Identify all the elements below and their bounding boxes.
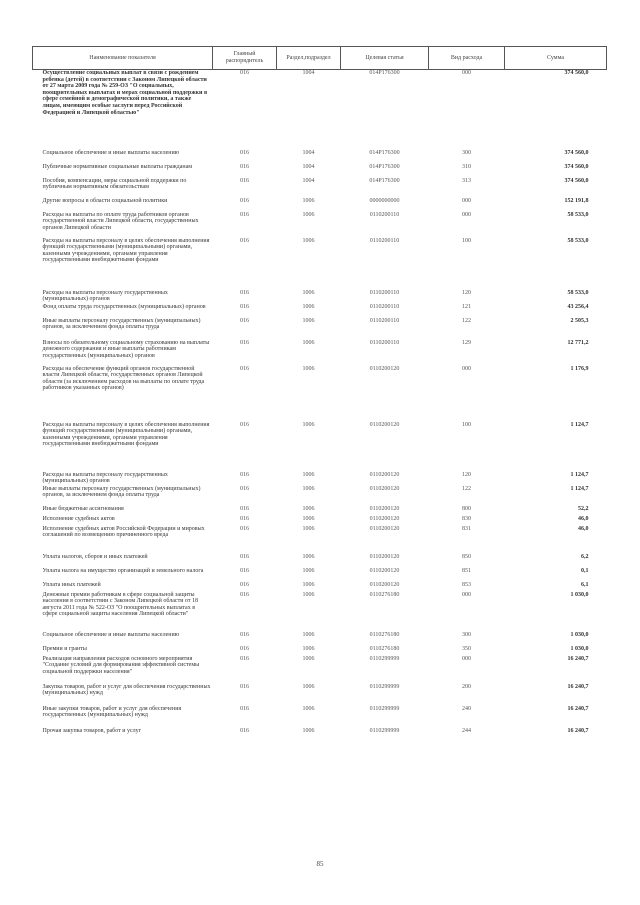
row-section-cell: 1006 — [302, 303, 315, 310]
table-row — [33, 516, 607, 526]
row-expense-cell: 000 — [462, 211, 471, 218]
row-manager-cell: 016 — [240, 567, 249, 574]
row-name-cell: Иные бюджетные ассигнования — [42, 505, 124, 512]
row-name-cell: Расходы на обеспечение функций органов государственной власти Липецкой области, государственных органов Липецкой области (за исключением расходов на выплаты по оплате труда работников указанных органов) — [42, 365, 205, 392]
row-name-cell: Иные выплаты персоналу государственных (муниципальных) органов, за исключением фонда оплаты труда — [42, 317, 201, 331]
row-manager-cell: 016 — [240, 149, 249, 156]
row-article-cell: 0110200120 — [369, 365, 400, 372]
row-section-cell: 1006 — [302, 197, 315, 204]
row-expense-cell: 300 — [462, 631, 471, 638]
budget-table — [32, 46, 607, 742]
row-manager-cell: 016 — [240, 515, 249, 522]
row-manager-cell: 016 — [240, 525, 249, 532]
row-manager-cell: 016 — [240, 683, 249, 690]
row-sum-cell: 1 124,7 — [570, 485, 589, 492]
table-body — [33, 70, 607, 742]
row-article-cell: 0110200120 — [369, 553, 400, 560]
row-name-cell: Взносы по обязательному социальному страхованию на выплаты денежного содержания и иные выплаты работникам государственных (муниципальных) органов — [42, 339, 210, 359]
row-sum-cell: 16 240,7 — [567, 683, 589, 690]
row-name-cell: Расходы на выплаты персоналу государственных (муниципальных) органов — [42, 289, 168, 303]
table-row — [33, 656, 607, 684]
row-sum-cell: 16 240,7 — [567, 727, 589, 734]
row-article-cell: 0110299999 — [369, 683, 400, 690]
col-header-name: Наименование показателя — [33, 47, 213, 70]
row-sum-cell: 58 533,0 — [567, 237, 589, 244]
table-row — [33, 290, 607, 304]
row-manager-cell: 016 — [240, 339, 249, 346]
col-header-article: Целевая статья — [341, 47, 429, 70]
row-article-cell: 0110200120 — [369, 581, 400, 588]
row-expense-cell: 000 — [462, 365, 471, 372]
row-name-cell: Уплата иных платежей — [42, 581, 101, 588]
row-section-cell: 1004 — [302, 163, 315, 170]
row-name-cell: Пособия, компенсации, меры социальной поддержки по публичным нормативным обязательствам — [42, 177, 187, 191]
row-article-cell: 014Р176300 — [369, 70, 400, 76]
row-section-cell: 1006 — [302, 631, 315, 638]
row-section-cell: 1006 — [302, 655, 315, 662]
table-row — [33, 568, 607, 582]
row-name-cell: Уплата налогов, сборов и иных платежей — [42, 553, 148, 560]
row-section-cell: 1006 — [302, 339, 315, 346]
row-expense-cell: 000 — [462, 655, 471, 662]
row-expense-cell: 244 — [462, 727, 471, 734]
table-row — [33, 178, 607, 198]
row-article-cell: 0110200120 — [369, 505, 400, 512]
table-row — [33, 366, 607, 422]
row-article-cell: 0110276180 — [369, 591, 400, 598]
row-sum-cell: 1 124,7 — [570, 421, 589, 428]
table-row — [33, 684, 607, 706]
row-section-cell: 1006 — [302, 289, 315, 296]
row-expense-cell: 310 — [462, 163, 471, 170]
row-name-cell: Расходы на выплаты по оплате труда работников органов государственной власти Липецкой области, государственных органов Липецкой области — [42, 211, 199, 231]
row-expense-cell: 121 — [462, 303, 471, 310]
row-manager-cell: 016 — [240, 365, 249, 372]
table-row — [33, 340, 607, 366]
table-row — [33, 582, 607, 592]
row-article-cell: 0110299999 — [369, 727, 400, 734]
row-name-cell: Иные закупки товаров, работ и услуг для обеспечения государственных (муниципальных) нужд — [42, 705, 182, 719]
row-sum-cell: 2 505,3 — [570, 317, 589, 324]
row-manager-cell: 016 — [240, 505, 249, 512]
row-section-cell: 1006 — [302, 567, 315, 574]
row-sum-cell: 16 240,7 — [567, 655, 589, 662]
row-expense-cell: 122 — [462, 317, 471, 324]
table-row — [33, 506, 607, 516]
row-expense-cell: 120 — [462, 471, 471, 478]
row-manager-cell: 016 — [240, 197, 249, 204]
table-row — [33, 238, 607, 290]
row-article-cell: 0110299999 — [369, 705, 400, 712]
row-manager-cell: 016 — [240, 317, 249, 324]
row-section-cell: 1006 — [302, 705, 315, 712]
row-sum-cell: 1 124,7 — [570, 471, 589, 478]
row-section-cell: 1004 — [302, 149, 315, 156]
row-sum-cell: 374 560,0 — [564, 163, 589, 170]
row-expense-cell: 300 — [462, 149, 471, 156]
row-expense-cell: 240 — [462, 705, 471, 712]
row-section-cell: 1006 — [302, 211, 315, 218]
row-sum-cell: 1 030,0 — [570, 645, 589, 652]
row-article-cell: 0110200110 — [369, 211, 400, 218]
row-article-cell: 014Р176300 — [369, 149, 400, 156]
row-sum-cell: 6,2 — [581, 553, 589, 560]
table-row — [33, 304, 607, 318]
row-article-cell: 0110200110 — [369, 317, 400, 324]
row-section-cell: 1004 — [302, 177, 315, 184]
row-manager-cell: 016 — [240, 211, 249, 218]
row-expense-cell: 313 — [462, 177, 471, 184]
row-expense-cell: 851 — [462, 567, 471, 574]
row-sum-cell: 374 560,0 — [564, 70, 589, 76]
row-sum-cell: 16 240,7 — [567, 705, 589, 712]
table-row — [33, 198, 607, 212]
row-name-cell: Публичные нормативные социальные выплаты гражданам — [42, 163, 193, 170]
col-header-manager: Главный распорядитель — [213, 47, 277, 70]
row-name-cell: Осуществление социальных выплат в связи с рождением ребенка (детей) в соответствии с Законом Липецкой области от 27 марта 2009 года № 259-ОЗ "О социальных, поощрительных выплатах и мерах социальной поддержки в сфере семейной и демографической политики, а также лицам, имеющим особые заслуги перед Российской Федерацией и Липецкой областью" — [42, 70, 208, 116]
col-header-section: Раздел,подраздел — [277, 47, 341, 70]
row-manager-cell: 016 — [240, 631, 249, 638]
row-name-cell: Иные выплаты персоналу государственных (муниципальных) органов, за исключением фонда оплаты труда — [42, 485, 201, 499]
row-article-cell: 0110200110 — [369, 339, 400, 346]
row-article-cell: 0110200120 — [369, 525, 400, 532]
row-sum-cell: 6,1 — [581, 581, 589, 588]
row-article-cell: 0110200120 — [369, 421, 400, 428]
row-manager-cell: 016 — [240, 237, 249, 244]
row-manager-cell: 016 — [240, 553, 249, 560]
row-name-cell: Реализация направления расходов основного мероприятия "Создание условий для формирования эффективной системы социальной поддержки населения" — [42, 655, 200, 675]
row-section-cell: 1006 — [302, 525, 315, 532]
row-section-cell: 1006 — [302, 505, 315, 512]
row-section-cell: 1006 — [302, 727, 315, 734]
row-name-cell: Расходы на выплаты персоналу в целях обеспечения выполнения функций государственными (муниципальными) органами, казенными учреждениями, органами управления государственными внебюджетными фондами — [42, 237, 210, 264]
row-expense-cell: 100 — [462, 421, 471, 428]
row-article-cell: 0110299999 — [369, 655, 400, 662]
row-section-cell: 1006 — [302, 683, 315, 690]
row-expense-cell: 831 — [462, 525, 471, 532]
row-article-cell: 0110200120 — [369, 485, 400, 492]
table-header-row — [33, 47, 607, 70]
row-section-cell: 1006 — [302, 365, 315, 372]
row-sum-cell: 52,2 — [578, 505, 589, 512]
row-section-cell: 1004 — [302, 70, 315, 76]
row-sum-cell: 374 560,0 — [564, 177, 589, 184]
row-name-cell: Расходы на выплаты персоналу государственных (муниципальных) органов — [42, 471, 168, 485]
row-article-cell: 0110200120 — [369, 515, 400, 522]
row-manager-cell: 016 — [240, 591, 249, 598]
row-name-cell: Социальное обеспечение и иные выплаты населению — [42, 631, 180, 638]
row-name-cell: Исполнение судебных актов Российской Федерации и мировых соглашений по возмещению причиненного вреда — [42, 525, 205, 539]
row-name-cell: Закупка товаров, работ и услуг для обеспечения государственных (муниципальных) нужд — [42, 683, 211, 697]
row-expense-cell: 120 — [462, 289, 471, 296]
row-expense-cell: 100 — [462, 237, 471, 244]
row-section-cell: 1006 — [302, 645, 315, 652]
table-row — [33, 706, 607, 728]
row-section-cell: 1006 — [302, 317, 315, 324]
table-row — [33, 526, 607, 554]
row-article-cell: 0110200110 — [369, 237, 400, 244]
row-name-cell: Уплата налога на имущество организаций и земельного налога — [42, 567, 204, 574]
row-section-cell: 1006 — [302, 553, 315, 560]
row-article-cell: 0000000000 — [369, 197, 400, 204]
row-manager-cell: 016 — [240, 163, 249, 170]
budget-table-container — [32, 46, 606, 742]
row-manager-cell: 016 — [240, 655, 249, 662]
row-name-cell: Прочая закупка товаров, работ и услуг — [42, 727, 142, 734]
row-sum-cell: 374 560,0 — [564, 149, 589, 156]
row-article-cell: 0110200110 — [369, 303, 400, 310]
row-section-cell: 1006 — [302, 485, 315, 492]
table-row — [33, 554, 607, 568]
row-sum-cell: 12 771,2 — [567, 339, 589, 346]
row-sum-cell: 58 533,0 — [567, 289, 589, 296]
row-expense-cell: 853 — [462, 581, 471, 588]
row-name-cell: Другие вопросы в области социальной политики — [42, 197, 168, 204]
row-manager-cell: 016 — [240, 581, 249, 588]
table-row — [33, 422, 607, 472]
row-sum-cell: 1 030,0 — [570, 631, 589, 638]
table-row — [33, 632, 607, 646]
row-expense-cell: 850 — [462, 553, 471, 560]
row-article-cell: 0110200110 — [369, 289, 400, 296]
row-sum-cell: 58 533,0 — [567, 211, 589, 218]
row-sum-cell: 43 256,4 — [567, 303, 589, 310]
row-manager-cell: 016 — [240, 303, 249, 310]
row-name-cell: Социальное обеспечение и иные выплаты населению — [42, 149, 180, 156]
row-sum-cell: 0,1 — [581, 567, 589, 574]
col-header-sum: Сумма — [505, 47, 607, 70]
col-header-expense: Вид расхода — [429, 47, 505, 70]
row-article-cell: 0110276180 — [369, 631, 400, 638]
row-expense-cell: 200 — [462, 683, 471, 690]
row-name-cell: Фонд оплаты труда государственных (муниципальных) органов — [42, 303, 206, 310]
row-manager-cell: 016 — [240, 645, 249, 652]
row-section-cell: 1006 — [302, 581, 315, 588]
row-sum-cell: 1 030,0 — [570, 591, 589, 598]
row-manager-cell: 016 — [240, 289, 249, 296]
row-sum-cell: 152 191,8 — [564, 197, 589, 204]
row-manager-cell: 016 — [240, 471, 249, 478]
row-expense-cell: 129 — [462, 339, 471, 346]
table-row — [33, 646, 607, 656]
row-section-cell: 1006 — [302, 421, 315, 428]
row-sum-cell: 46,0 — [578, 525, 589, 532]
row-manager-cell: 016 — [240, 421, 249, 428]
row-manager-cell: 016 — [240, 705, 249, 712]
row-article-cell: 014Р176300 — [369, 163, 400, 170]
row-expense-cell: 000 — [462, 591, 471, 598]
row-sum-cell: 46,0 — [578, 515, 589, 522]
table-row — [33, 486, 607, 506]
table-row — [33, 728, 607, 742]
table-row — [33, 592, 607, 632]
table-row — [33, 150, 607, 164]
row-expense-cell: 000 — [462, 197, 471, 204]
row-article-cell: 0110276180 — [369, 645, 400, 652]
table-row — [33, 70, 607, 150]
row-article-cell: 0110200120 — [369, 471, 400, 478]
row-manager-cell: 016 — [240, 727, 249, 734]
row-sum-cell: 1 176,9 — [570, 365, 589, 372]
row-name-cell: Премии и гранты — [42, 645, 87, 652]
table-row — [33, 212, 607, 238]
row-expense-cell: 122 — [462, 485, 471, 492]
row-name-cell: Денежные премии работникам в сфере социальной защиты населения в соответствии с Законом Липецкой области от 18 августа 2011 года № 522-ОЗ "О поощрительных выплатах в сфере социальной защиты населения Липецкой области" — [42, 591, 198, 618]
table-row — [33, 318, 607, 340]
row-article-cell: 014Р176300 — [369, 177, 400, 184]
row-manager-cell: 016 — [240, 177, 249, 184]
row-section-cell: 1006 — [302, 471, 315, 478]
row-manager-cell: 016 — [240, 70, 249, 76]
row-expense-cell: 000 — [462, 70, 471, 76]
table-row — [33, 472, 607, 486]
row-section-cell: 1006 — [302, 515, 315, 522]
table-row — [33, 164, 607, 178]
row-name-cell: Исполнение судебных актов — [42, 515, 115, 522]
row-section-cell: 1006 — [302, 237, 315, 244]
row-expense-cell: 350 — [462, 645, 471, 652]
page-number: 85 — [316, 860, 324, 868]
row-article-cell: 0110200120 — [369, 567, 400, 574]
row-section-cell: 1006 — [302, 591, 315, 598]
row-name-cell: Расходы на выплаты персоналу в целях обеспечения выполнения функций государственными (муниципальными) органами, казенными учреждениями, органами управления государственными внебюджетными фондами — [42, 421, 210, 448]
row-expense-cell: 800 — [462, 505, 471, 512]
row-expense-cell: 830 — [462, 515, 471, 522]
row-manager-cell: 016 — [240, 485, 249, 492]
